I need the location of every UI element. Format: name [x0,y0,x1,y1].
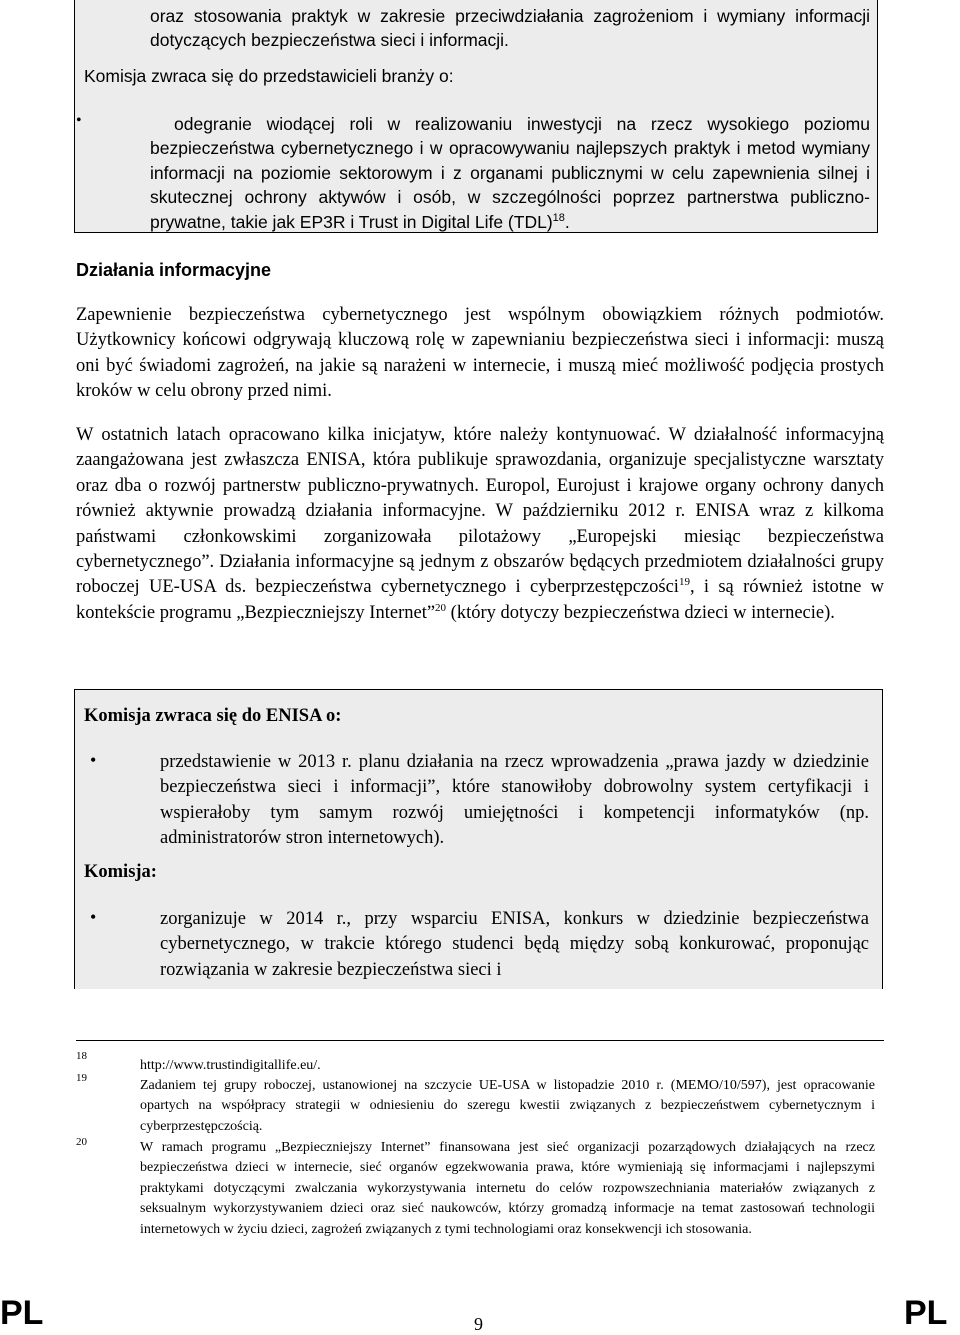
body-paragraph-1: Zapewnienie bezpieczeństwa cybernetycznego jest wspólnym obowiązkiem różnych podmiotów. Użytkownicy końcowi odgrywają kluczową rolę w zapewnianiu bezpieczeństwa sieci i informacji: muszą oni być świadomi zagrożeń, na jakie są narażeni w internecie, i muszą mieć możliwość podjęcia prostych kroków w celu obrony przed nimi. [76,305,884,402]
box-heading-industry: Komisja zwraca się do przedstawicieli branży o: [84,66,454,86]
page-number: 9 [474,1314,483,1334]
footer-language-right: PL [904,1294,948,1332]
box-heading-commission: Komisja: [84,862,157,882]
bullet-icon: • [90,907,97,927]
footnote-18[interactable]: http://www.trustindigitallife.eu/. [140,1058,321,1073]
box-bullet-industry: odegranie wiodącej roli w realizowaniu inwestycji na rzecz wysokiego poziomu bezpieczeństwa cybernetycznego i w opracowywaniu najlepszych praktyk i metod wymiany informacji na poziomie sektorowym i z organami publicznymi w celu zapewnienia silnej i skutecznej ochrony aktywów i osób, w szczególności poprzez partnerstwa publiczno-prywatne, takie jak EP3R i Trust in Digital Life (TDL)$^{18}$. [150,114,870,232]
footnote-ref-18[interactable]: 18 [552,211,565,224]
bullet-icon: • [76,112,82,129]
footnote-separator [76,1040,884,1041]
box-bullet-commission: zorganizuje w 2014 r., przy wsparciu ENISA, konkurs w dziedzinie bezpieczeństwa cybernetycznego, w trakcie którego studenci będą między sobą konkurować, proponując rozwiązania w zakresie bezpieczeństwa sieci i [160,909,869,980]
body-paragraph-2: W ostatnich latach opracowano kilka inicjatyw, które należy kontynuować. W działalność informacyjną zaangażowana jest zwłaszcza ENISA, która publikuje sprawozdania, organizuje specjalistyczne warsztaty oraz dba o rozwój partnerstw publiczno-prywatnych. Europol, Eurojust i krajowe organy ochrony danych również aktywnie prowadzą działania informacyjne. W październiku 2012 r. ENISA wraz z kilkoma państwami członkowskimi zorganizowała pilotażowy „Europejski miesiąc bezpieczeństwa cybernetycznego”. Działania informacyjne są jednym z obszarów będących przedmiotem działalności grupy roboczej UE-USA ds. bezpieczeństwa cybernetycznego i cyberprzestępczości$^{19}$, i są również istotne w kontekście programu „Bezpieczniejszy Internet”$^{20}$ (który dotyczy bezpieczeństwa dzieci w internecie). [76,425,884,623]
footnote-ref-19[interactable]: 19 [678,576,690,589]
box-bullet-enisa: przedstawienie w 2013 r. planu działania na rzecz wprowadzenia „prawa jazdy w dziedzinie bezpieczeństwa sieci i informacji”, które stanowiłoby dobrowolny system certyfikacji i wspierałoby tym samym rozwój umiejętności i kompetencji informatyków (np. administratorów stron internetowych). [160,752,869,849]
footnote-number: 20 [76,1136,87,1148]
footnote-number: 19 [76,1072,87,1084]
bullet-icon: • [90,750,97,770]
section-title: Działania informacyjne [76,260,272,280]
footnote-20: W ramach programu „Bezpieczniejszy Internet” finansowana jest sieć organizacji pozarządowych działających na rzecz bezpieczeństwa dzieci w internecie, sieć organów egzekwowania prawa, które wymieniają się informacjami i najlepszymi praktykami dotyczącymi zwalczania wykorzystywania internetu do celów rozpowszechniania materiałów związanych z seksualnym wykorzystywaniem dzieci oraz sieć naukowców, którzy gromadzą informacje na temat zastosowań technologii internetowych w życiu dzieci, zagrożeń związanych z tymi technologiami oraz konsekwencji ich stosowania. [140,1140,875,1237]
box-paragraph-continued: oraz stosowania praktyk w zakresie przeciwdziałania zagrożeniom i wymiany informacji dotyczących bezpieczeństwa sieci i informacji. [150,6,870,50]
footnote-ref-20[interactable]: 20 [435,601,447,614]
footer-language-left: PL [0,1294,44,1332]
footnote-number: 18 [76,1050,87,1062]
box-heading-enisa: Komisja zwraca się do ENISA o: [84,706,342,726]
footnote-19: Zadaniem tej grupy roboczej, ustanowionej na szczycie UE-USA w listopadzie 2010 r. (MEMO/10/597), jest opracowanie opartych na współpracy strategii w odniesieniu do szeregu kwestii związanych z bezpieczeństwem cybernetycznym i cyberprzestępczością. [140,1078,875,1134]
